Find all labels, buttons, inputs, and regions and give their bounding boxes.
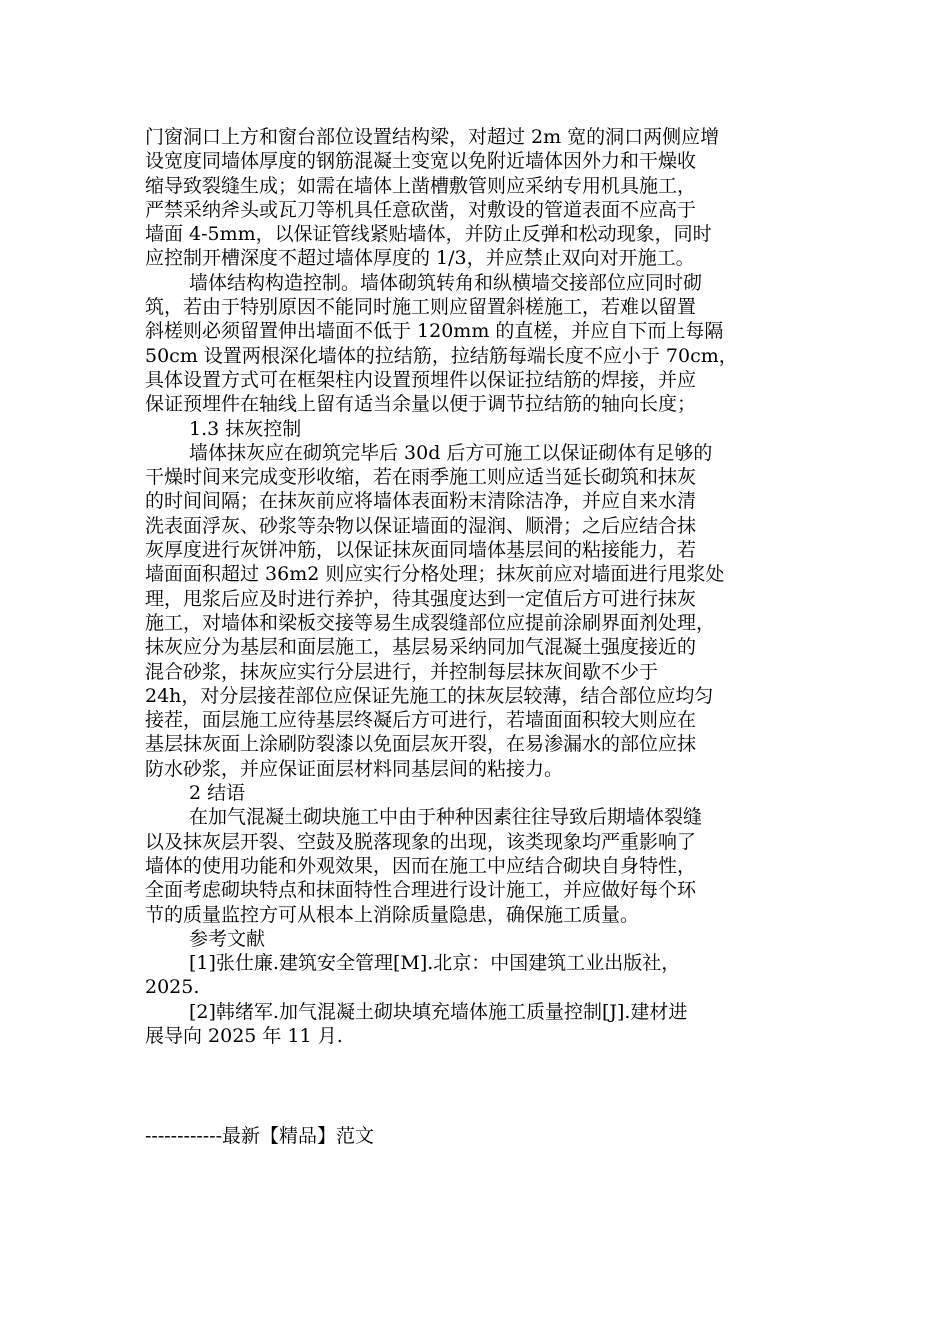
text-line: 干燥时间来完成变形收缩，若在雨季施工则应适当延长砌筑和抹灰 [145, 466, 697, 489]
text-line: 展导向 2025 年 11 月. [145, 1024, 343, 1047]
text-line: 缩导致裂缝生成；如需在墙体上凿槽敷管则应采纳专用机具施工， [145, 174, 697, 197]
text-line: 节的质量监控方可从根本上消除质量隐患，确保施工质量。 [145, 903, 640, 926]
text-line: 灰厚度进行灰饼冲筋，以保证抹灰面同墙体基层间的粘接能力，若 [145, 539, 697, 562]
text-line: 严禁采纳斧头或瓦刀等机具任意砍凿，对敷设的管道表面不应高于 [145, 198, 697, 221]
footer-banner: ------------最新【精品】范文 [145, 1125, 375, 1147]
text-line: 防水砂浆，并应保证面层材料同基层间的粘接力。 [145, 757, 564, 780]
text-line: 全面考虑砌块特点和抹面特性合理进行设计施工，并应做好每个环 [145, 879, 697, 902]
text-line: 具体设置方式可在框架柱内设置预埋件以保证拉结筋的焊接，并应 [145, 368, 697, 391]
text-line: 2025. [145, 976, 200, 999]
body-text [145, 125, 805, 1048]
text-line: 施工，对墙体和梁板交接等易生成裂缝部位应提前涂刷界面剂处理， [145, 611, 716, 634]
text-line: 筑，若由于特别原因不能同时施工则应留置斜槎施工，若难以留置 [145, 296, 697, 319]
text-line: 理，甩浆后应及时进行养护，待其强度达到一定值后方可进行抹灰 [145, 587, 697, 610]
text-line: 参考文献 [189, 927, 266, 950]
text-line: 墙体抹灰应在砌筑完毕后 30d 后方可施工以保证砌体有足够的 [189, 441, 713, 464]
text-line: 接茬，面层施工应待基层终凝后方可进行，若墙面面积较大则应在 [145, 709, 697, 732]
text-line: 以及抹灰层开裂、空鼓及脱落现象的出现，该类现象均严重影响了 [145, 830, 697, 853]
text-line: [2]韩绪军.加气混凝土砌块填充墙体施工质量控制[J].建材进 [189, 1000, 688, 1023]
text-line: 墙面 4-5mm，以保证管线紧贴墙体，并防止反弹和松动现象，同时 [145, 223, 712, 246]
text-line: 2 结语 [189, 782, 246, 805]
text-line: 门窗洞口上方和窗台部位设置结构梁，对超过 2m 宽的洞口两侧应增 [145, 126, 720, 148]
text-line: 混合砂浆，抹灰应实行分层进行，并控制每层抹灰间歇不少于 [145, 660, 659, 683]
text-line: 墙体结构构造控制。墙体砌筑转角和纵横墙交接部位应同时砌 [189, 271, 703, 294]
text-line: 应控制开槽深度不超过墙体厚度的 1/3，并应禁止双向对开施工。 [145, 247, 695, 270]
text-line: 50cm 设置两根深化墙体的拉结筋，拉结筋每端长度不应小于 70cm， [145, 344, 738, 367]
text-line: 设宽度同墙体厚度的钢筋混凝土变宽以免附近墙体因外力和干燥收 [145, 150, 697, 173]
text-line: 在加气混凝土砌块施工中由于种种因素往往导致后期墙体裂缝 [189, 806, 703, 829]
text-line: [1]张仕廉.建筑安全管理[M].北京：中国建筑工业出版社， [189, 952, 681, 975]
text-line: 1.3 抹灰控制 [189, 417, 302, 440]
text-line: 24h，对分层接茬部位应保证先施工的抹灰层较薄，结合部位应均匀 [145, 684, 714, 707]
text-line: 斜槎则必须留置伸出墙面不低于 120mm 的直槎，并应自下而上每隔 [145, 320, 724, 343]
text-line: 抹灰应分为基层和面层施工，基层易采纳同加气混凝土强度接近的 [145, 636, 697, 659]
text-line: 基层抹灰面上涂刷防裂漆以免面层灰开裂，在易渗漏水的部位应抹 [145, 733, 697, 756]
text-line: 墙体的使用功能和外观效果，因而在施工中应结合砌块自身特性， [145, 854, 697, 877]
text-line: 洗表面浮灰、砂浆等杂物以保证墙面的湿润、顺滑；之后应结合抹 [145, 514, 697, 537]
text-line: 的时间间隔；在抹灰前应将墙体表面粉末清除洁净，并应自来水清 [145, 490, 697, 513]
text-line: 墙面面积超过 36m2 则应实行分格处理；抹灰前应对墙面进行甩浆处 [145, 563, 725, 586]
text-line: 保证预埋件在轴线上留有适当余量以便于调节拉结筋的轴向长度； [145, 393, 697, 416]
